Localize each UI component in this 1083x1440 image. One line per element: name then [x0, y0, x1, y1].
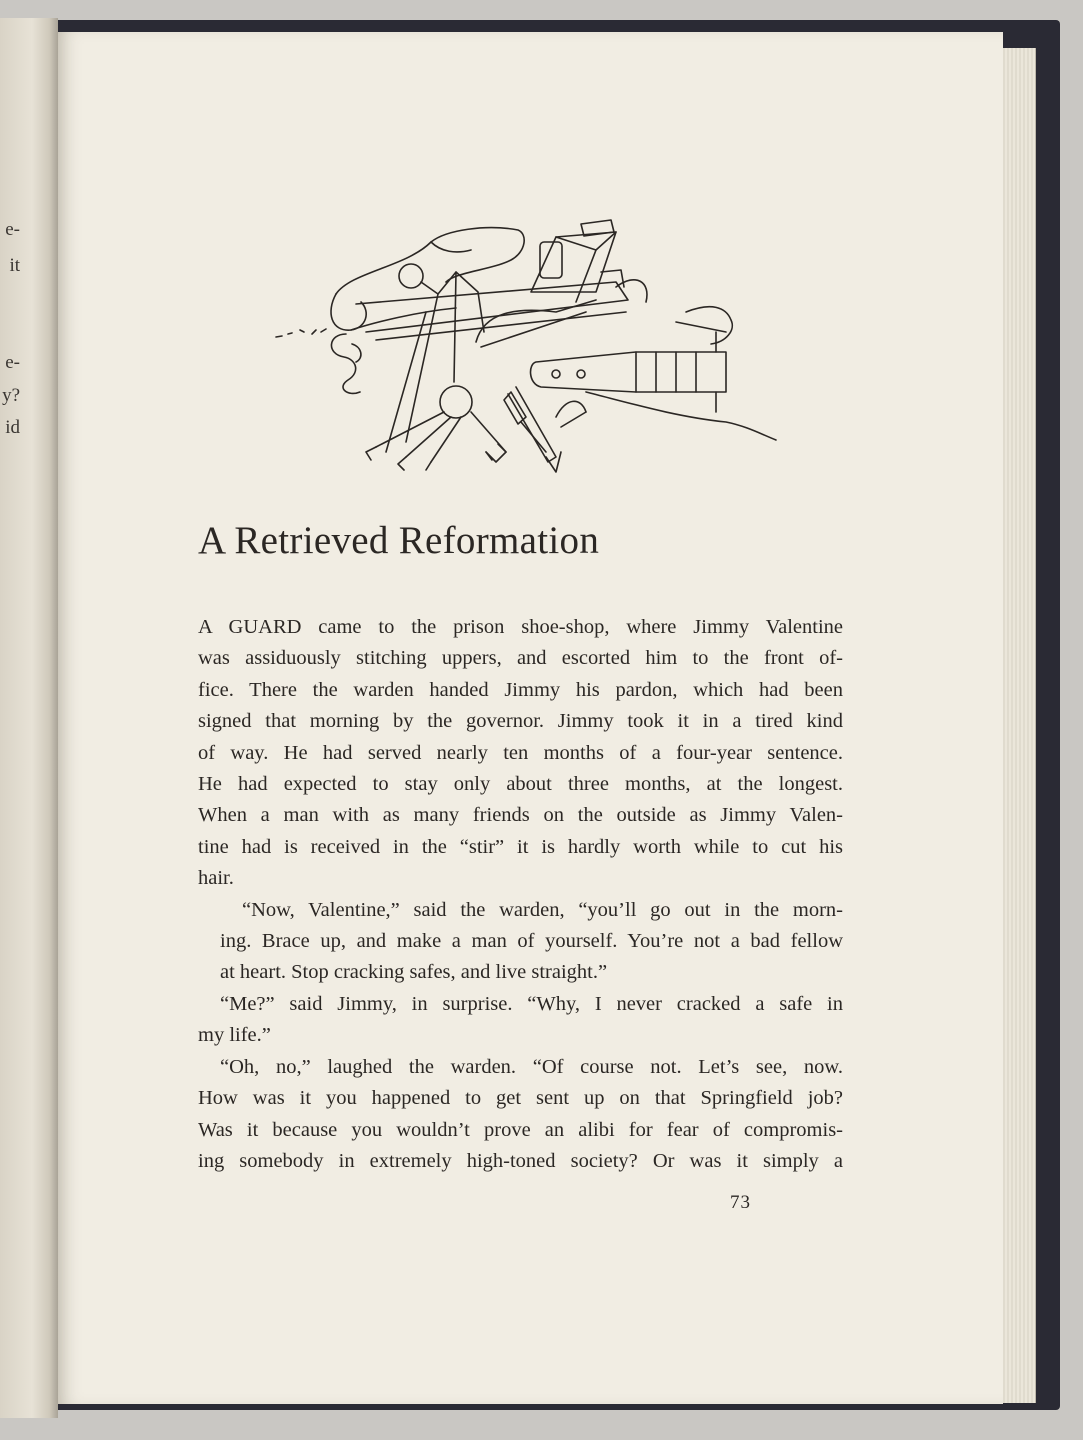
text-line: of way. He had served nearly ten months of a four-year sentence. [198, 741, 843, 764]
story-title: A Retrieved Reformation [198, 519, 600, 562]
left-page-fragment: e- [5, 219, 20, 240]
text-line: hair. [198, 867, 234, 890]
left-page-fragment: it [9, 255, 20, 276]
pile-of-burglar-tools-icon [256, 212, 780, 474]
text-line: Was it because you wouldn’t prove an alibi for fear of compromis- [198, 1118, 843, 1141]
text-line: A GUARD came to the prison shoe-shop, where Jimmy Valentine [198, 616, 843, 638]
page-number: 73 [730, 1192, 751, 1213]
text-line: “Now, Valentine,” said the warden, “you’ll go out in the morn- [242, 898, 843, 921]
text-line: tine had is received in the “stir” it is hardly worth while to cut his [198, 835, 843, 858]
text-line: ing. Brace up, and make a man of yourself. You’re not a bad fellow [220, 930, 843, 953]
text-line: When a man with as many friends on the outside as Jimmy Valen- [198, 804, 843, 827]
text-line: ing somebody in extremely high-toned society? Or was it simply a [198, 1149, 843, 1172]
text-line: “Me?” said Jimmy, in surprise. “Why, I never cracked a safe in [220, 992, 843, 1015]
paragraph [198, 989, 843, 1052]
left-page-fragment: e- [5, 352, 20, 373]
paragraph [198, 612, 843, 895]
text-line: He had expected to stay only about three months, at the longest. [198, 773, 843, 796]
text-line: was assiduously stitching uppers, and escorted him to the front of- [198, 647, 843, 670]
text-line: “Oh, no,” laughed the warden. “Of course not. Let’s see, now. [220, 1055, 843, 1078]
paragraph [198, 1052, 843, 1178]
text-line: at heart. Stop cracking safes, and live straight.” [220, 961, 608, 984]
left-page-fragment: y? [2, 385, 20, 406]
paragraph [198, 895, 843, 989]
text-line: signed that morning by the governor. Jimmy took it in a tired kind [198, 710, 843, 733]
left-page-fragment: id [5, 417, 20, 438]
text-line: How was it you happened to get sent up on that Springfield job? [198, 1087, 843, 1110]
text-line: my life.” [198, 1024, 271, 1047]
text-line: fice. There the warden handed Jimmy his pardon, which had been [198, 678, 843, 701]
left-facing-page [0, 18, 58, 1418]
story-body [198, 612, 843, 1177]
book-page [58, 32, 1003, 1404]
